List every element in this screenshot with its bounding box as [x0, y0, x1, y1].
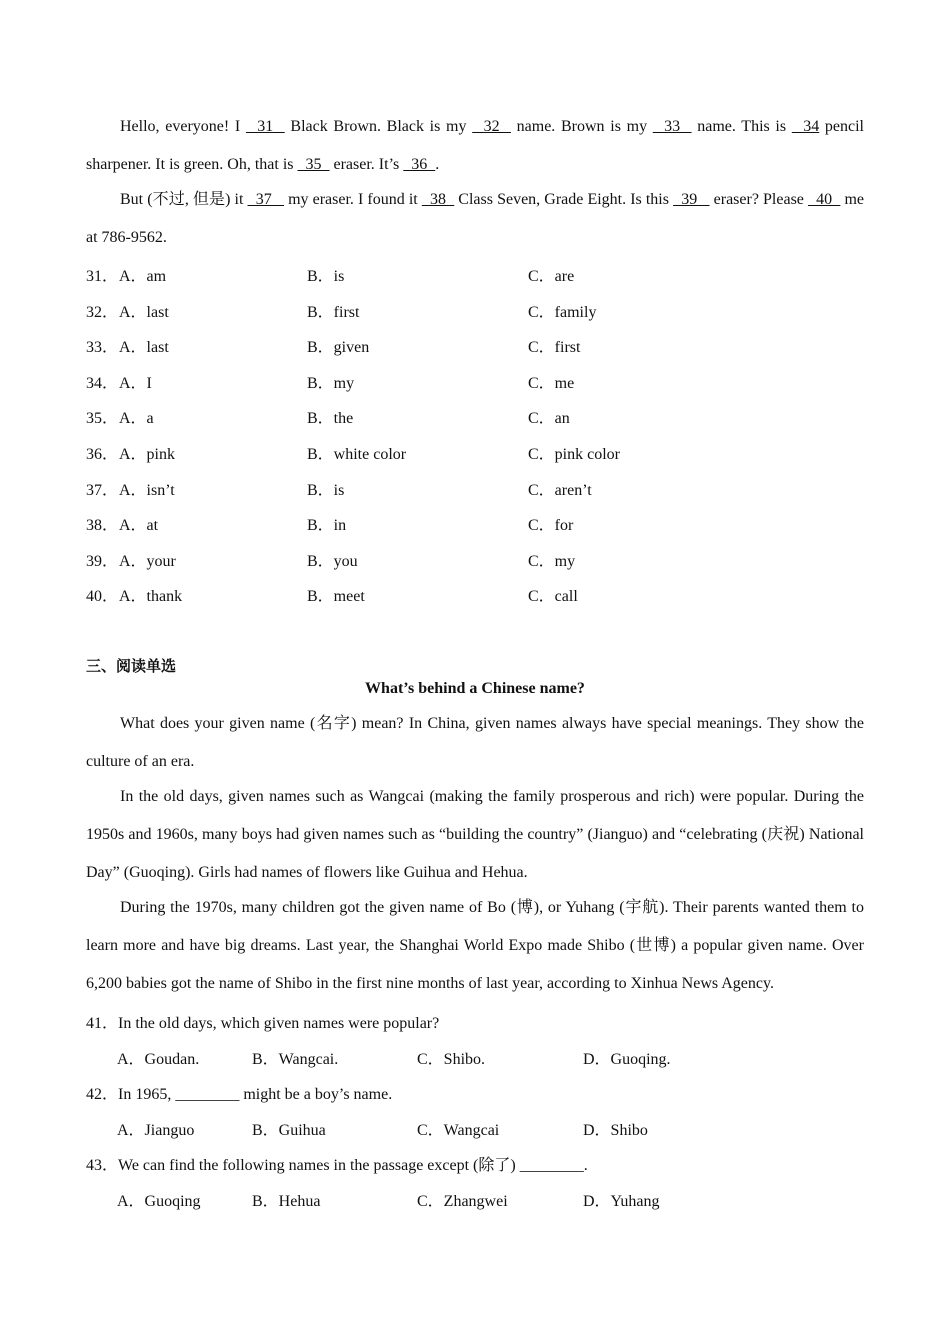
option-a[interactable]: A．at: [119, 517, 159, 534]
option-a[interactable]: A．pink: [119, 446, 176, 463]
option-c[interactable]: C．for: [528, 517, 574, 534]
cloze-text: But (不过, 但是) it: [120, 191, 248, 208]
option-a[interactable]: A．your: [119, 553, 176, 570]
option-a[interactable]: A．thank: [119, 588, 183, 605]
option-c[interactable]: C．Zhangwei: [417, 1193, 508, 1210]
question-number: 36．: [86, 446, 119, 463]
question-37: [86, 477, 864, 501]
option-c[interactable]: C．are: [528, 268, 575, 285]
option-b[interactable]: B．first: [307, 304, 360, 321]
option-d[interactable]: D．Yuhang: [583, 1193, 660, 1210]
cloze-text: Black Brown. Black is my: [284, 118, 473, 135]
question-35: [86, 405, 864, 429]
question-number: 40．: [86, 588, 119, 605]
option-a[interactable]: A．last: [119, 304, 169, 321]
option-c[interactable]: C．aren’t: [528, 482, 592, 499]
question-42-stem: 42．In 1965, ________ might be a boy’s name.: [86, 1086, 393, 1103]
blank-34: 34: [791, 118, 820, 135]
option-c[interactable]: C．an: [528, 410, 570, 427]
question-31: [86, 263, 864, 287]
blank-32: 32: [472, 118, 511, 135]
cloze-text: .: [435, 156, 440, 173]
question-39: [86, 548, 864, 572]
question-number: 33．: [86, 339, 119, 356]
option-b[interactable]: B．is: [307, 268, 345, 285]
cloze-text: my eraser. I found it: [283, 191, 422, 208]
option-c[interactable]: C．Wangcai: [417, 1122, 500, 1139]
blank-38: 38: [421, 191, 455, 208]
option-c[interactable]: C．me: [528, 375, 575, 392]
option-b[interactable]: B．Guihua: [252, 1122, 326, 1139]
question-number: 31．: [86, 268, 119, 285]
cloze-text: Hello, everyone! I: [120, 118, 246, 135]
option-a[interactable]: A．I: [119, 375, 152, 392]
option-a[interactable]: A．Jianguo: [117, 1122, 195, 1139]
option-b[interactable]: B．Hehua: [252, 1193, 321, 1210]
question-40: [86, 583, 864, 607]
option-b[interactable]: B．the: [307, 410, 354, 427]
question-38: [86, 512, 864, 536]
question-32: [86, 299, 864, 323]
section-title: 三、阅读单选: [86, 657, 177, 675]
question-42-options: [117, 1117, 817, 1141]
option-a[interactable]: A．a: [119, 410, 154, 427]
blank-37: 37: [247, 191, 284, 208]
option-b[interactable]: B．is: [307, 482, 345, 499]
passage-title: What’s behind a Chinese name?: [365, 680, 585, 697]
option-b[interactable]: B．white color: [307, 446, 407, 463]
option-c[interactable]: C．call: [528, 588, 578, 605]
question-43-options: [117, 1188, 817, 1212]
question-41-options: [117, 1046, 817, 1070]
blank-33: 33: [652, 118, 692, 135]
question-number: 38．: [86, 517, 119, 534]
option-b[interactable]: B．given: [307, 339, 370, 356]
option-b[interactable]: B．in: [307, 517, 347, 534]
cloze-text: Class Seven, Grade Eight. Is this: [454, 191, 674, 208]
blank-35: 35: [297, 156, 330, 173]
question-34: [86, 370, 864, 394]
question-number: 34．: [86, 375, 119, 392]
blank-39: 39: [673, 191, 710, 208]
question-43-stem: 43．We can find the following names in the passage except (除了) ________.: [86, 1157, 588, 1174]
passage-paragraph-1: What does your given name (名字) mean? In China, given names always have special meanings. They show the culture of an era.: [86, 715, 864, 770]
question-number: 35．: [86, 410, 119, 427]
option-c[interactable]: C．family: [528, 304, 597, 321]
option-a[interactable]: A．am: [119, 268, 167, 285]
cloze-paragraph-2: [86, 181, 864, 257]
option-a[interactable]: A．Guoqing: [117, 1193, 201, 1210]
question-number: 37．: [86, 482, 119, 499]
option-c[interactable]: C．Shibo.: [417, 1051, 486, 1068]
option-c[interactable]: C．first: [528, 339, 581, 356]
passage-paragraph-2: In the old days, given names such as Wangcai (making the family prosperous and rich) were popular. During the 1950s and 1960s, many boys had given names such as “building the country” (Jianguo) and “celebrating (庆祝) National Day” (Guoqing). Girls had names of flowers like Guihua and Hehua.: [86, 788, 864, 881]
question-number: 39．: [86, 553, 119, 570]
option-b[interactable]: B．you: [307, 553, 358, 570]
question-36: [86, 441, 864, 465]
cloze-paragraph-1: [86, 108, 864, 184]
option-c[interactable]: C．pink color: [528, 446, 620, 463]
blank-36: 36: [403, 156, 436, 173]
option-d[interactable]: D．Guoqing.: [583, 1051, 671, 1068]
cloze-text: name. This is: [691, 118, 792, 135]
cloze-text: eraser? Please: [709, 191, 808, 208]
option-c[interactable]: C．my: [528, 553, 576, 570]
option-d[interactable]: D．Shibo: [583, 1122, 648, 1139]
question-number: 32．: [86, 304, 119, 321]
cloze-text: pencil sharpener. It is green. Oh, that is: [86, 118, 864, 173]
cloze-text: eraser. It’s: [329, 156, 404, 173]
question-33: [86, 334, 864, 358]
option-a[interactable]: A．Goudan.: [117, 1051, 200, 1068]
blank-31: 31: [245, 118, 285, 135]
blank-40: 40: [808, 191, 841, 208]
cloze-text: name. Brown is my: [510, 118, 653, 135]
passage-paragraph-3: During the 1970s, many children got the given name of Bo (博), or Yuhang (宇航). Their parents wanted them to learn more and have big dreams. Last year, the Shanghai World Expo made Shibo (世博) a popular given name. Over 6,200 babies got the name of Shibo in the first nine months of last year, according to Xinhua News Agency.: [86, 899, 864, 992]
option-b[interactable]: B．meet: [307, 588, 365, 605]
option-b[interactable]: B．Wangcai.: [252, 1051, 339, 1068]
question-41-stem: 41．In the old days, which given names were popular?: [86, 1015, 440, 1032]
cloze-text: me at 786-9562.: [86, 191, 865, 246]
option-b[interactable]: B．my: [307, 375, 355, 392]
option-a[interactable]: A．last: [119, 339, 169, 356]
option-a[interactable]: A．isn’t: [119, 482, 175, 499]
